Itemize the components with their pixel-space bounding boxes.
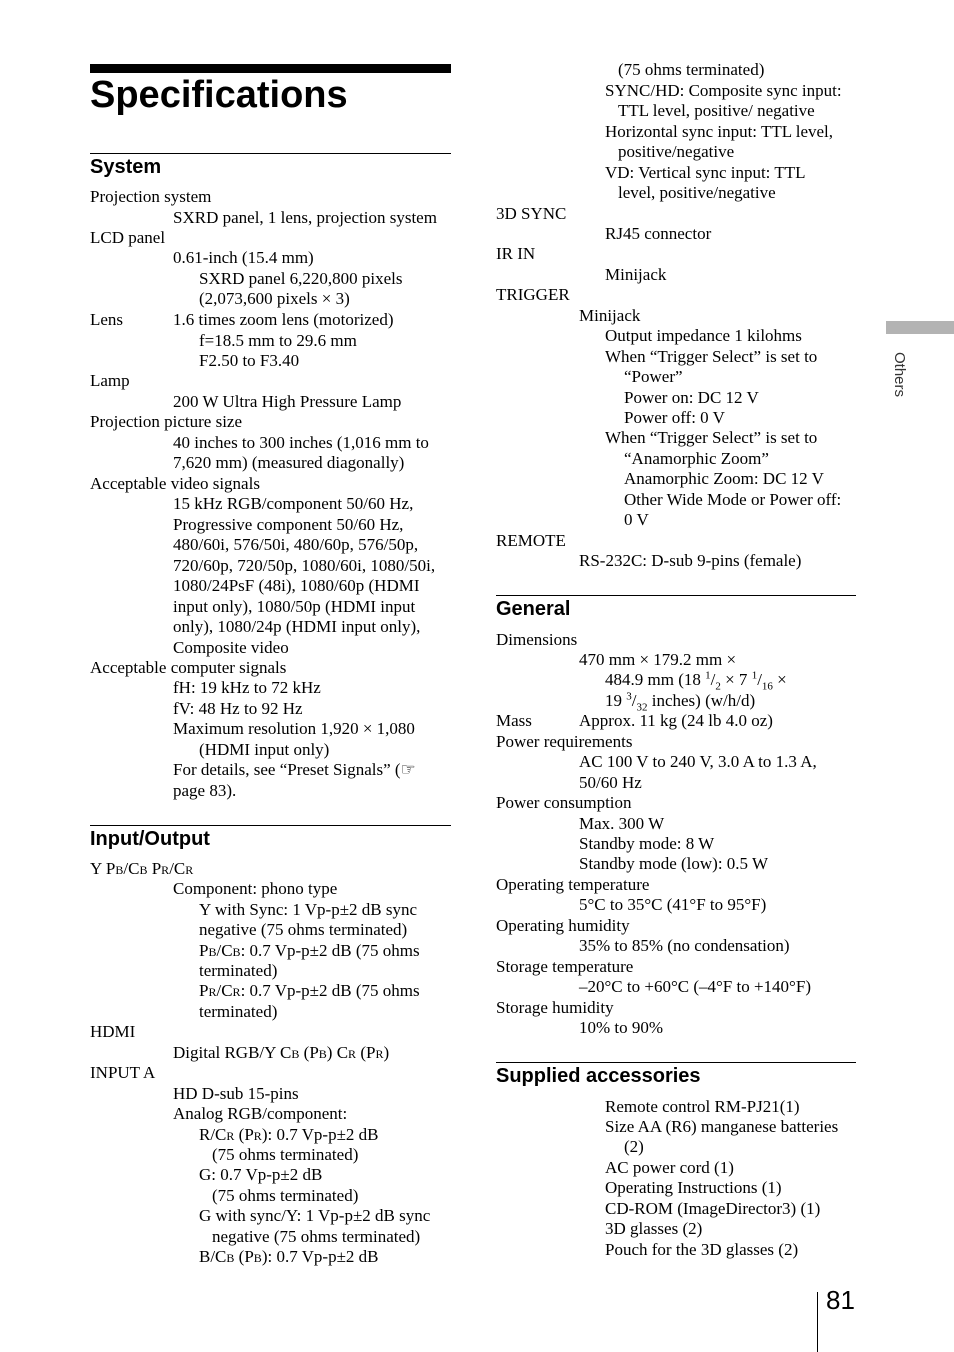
spec-value: (HDMI input only): [199, 740, 330, 759]
spec-value: 200 W Ultra High Pressure Lamp: [173, 392, 402, 411]
spec-label: Storage humidity: [496, 998, 614, 1017]
spec-label-ypbpr: Y PB/CB PR/CR: [90, 859, 194, 878]
spec-value: level, positive/negative: [618, 183, 776, 202]
title-bar: [90, 64, 451, 73]
accessory-item: AC power cord (1): [605, 1158, 734, 1177]
accessory-item: Remote control RM-PJ21(1): [605, 1097, 800, 1116]
spec-value: fH: 19 kHz to 72 kHz: [173, 678, 321, 697]
side-label: Others: [891, 352, 908, 398]
spec-value: 50/60 Hz: [579, 773, 642, 792]
spec-label: Dimensions: [496, 630, 578, 649]
spec-label: Mass: [496, 711, 532, 730]
spec-value: (75 ohms terminated): [212, 1145, 359, 1164]
spec-value-dims: 19 $^3/_{32}$ inches) (w/h/d): [605, 690, 756, 714]
spec-value: positive/negative: [618, 142, 735, 161]
spec-label: TRIGGER: [496, 285, 570, 304]
system-rule: [90, 153, 451, 154]
spec-value: 480/60i, 576/50i, 480/60p, 576/50p,: [173, 535, 419, 554]
accessory-item: Operating Instructions (1): [605, 1178, 782, 1197]
spec-value: negative (75 ohms terminated): [199, 920, 408, 939]
spec-value: RS-232C: D-sub 9-pins (female): [579, 551, 802, 570]
spec-value: 0 V: [624, 510, 649, 529]
spec-value-digital: Digital RGB/Y CB (PB) CR (PR): [173, 1043, 390, 1062]
accessory-item: CD-ROM (ImageDirector3) (1): [605, 1199, 821, 1218]
accessory-item: Size AA (R6) manganese batteries: [605, 1117, 839, 1136]
io-heading: Input/Output: [90, 828, 210, 850]
page-reference: page 83).: [173, 781, 237, 800]
spec-value: terminated): [199, 961, 278, 980]
spec-value: 1.6 times zoom lens (motorized): [173, 310, 394, 329]
spec-value: Y with Sync: 1 Vp-p±2 dB sync: [199, 900, 418, 919]
spec-value: Composite video: [173, 638, 289, 657]
spec-value-rcr: R/CR (PR): 0.7 Vp-p±2 dB: [199, 1125, 379, 1144]
spec-value: Horizontal sync input: TTL level,: [605, 122, 834, 141]
spec-value: terminated): [199, 1002, 278, 1021]
spec-value-dims: 484.9 mm (18 $^1/_2 \times 7$ $^1/_{16}$ ×: [605, 669, 787, 693]
spec-value: For details, see “Preset Signals” (☞: [173, 760, 416, 779]
spec-value: 470 mm × 179.2 mm ×: [579, 650, 737, 669]
spec-label: Projection system: [90, 187, 212, 206]
page-number-divider: [817, 1292, 818, 1352]
spec-value: Max. 300 W: [579, 814, 665, 833]
spec-value: When “Trigger Select” is set to: [605, 428, 818, 447]
spec-label: Storage temperature: [496, 957, 634, 976]
spec-value: G with sync/Y: 1 Vp-p±2 dB sync: [199, 1206, 431, 1225]
spec-value: f=18.5 mm to 29.6 mm: [199, 331, 357, 350]
spec-value: F2.50 to F3.40: [199, 351, 300, 370]
spec-value-bcb: B/CB (PB): 0.7 Vp-p±2 dB: [199, 1247, 379, 1266]
spec-label: HDMI: [90, 1022, 136, 1041]
spec-value: G: 0.7 Vp-p±2 dB: [199, 1165, 323, 1184]
spec-label: Power consumption: [496, 793, 632, 812]
spec-value-pbcb: PB/CB: 0.7 Vp-p±2 dB (75 ohms: [199, 941, 420, 960]
spec-label: INPUT A: [90, 1063, 156, 1082]
spec-label: LCD panel: [90, 228, 166, 247]
general-heading: General: [496, 598, 571, 620]
spec-value: Progressive component 50/60 Hz,: [173, 515, 404, 534]
spec-value: input only), 1080/50p (HDMI input: [173, 597, 416, 616]
spec-value: 15 kHz RGB/component 50/60 Hz,: [173, 494, 414, 513]
spec-value: –20°C to +60°C (–4°F to +140°F): [579, 977, 811, 996]
spec-value: Maximum resolution 1,920 × 1,080: [173, 719, 415, 738]
accessory-item: Pouch for the 3D glasses (2): [605, 1240, 799, 1259]
accessory-item: (2): [624, 1137, 644, 1156]
spec-value: 7,620 mm) (measured diagonally): [173, 453, 405, 472]
spec-value: Standby mode: 8 W: [579, 834, 715, 853]
spec-value: Power off: 0 V: [624, 408, 725, 427]
spec-value: Minijack: [579, 306, 641, 325]
spec-label: Acceptable computer signals: [90, 658, 287, 677]
spec-value: (2,073,600 pixels × 3): [199, 289, 350, 308]
spec-value: Approx. 11 kg (24 lb 4.0 oz): [579, 711, 773, 730]
spec-value: Power on: DC 12 V: [624, 388, 759, 407]
spec-value: AC 100 V to 240 V, 3.0 A to 1.3 A,: [579, 752, 817, 771]
io-rule: [90, 825, 451, 826]
page-number: 81: [826, 1285, 855, 1315]
spec-value: Analog RGB/component:: [173, 1104, 348, 1123]
spec-value: 1080/24PsF (48i), 1080/60p (HDMI: [173, 576, 420, 595]
spec-label: Lens: [90, 310, 124, 329]
spec-value: (75 ohms terminated): [618, 60, 765, 79]
spec-value: only), 1080/24p (HDMI input only),: [173, 617, 421, 636]
spec-value: Component: phono type: [173, 879, 338, 898]
spec-value: 10% to 90%: [579, 1018, 664, 1037]
spec-value: Output impedance 1 kilohms: [605, 326, 802, 345]
spec-label: Operating temperature: [496, 875, 650, 894]
spec-value-prcr: PR/CR: 0.7 Vp-p±2 dB (75 ohms: [199, 981, 420, 1000]
section-tab: [886, 321, 954, 334]
spec-value: HD D-sub 15-pins: [173, 1084, 299, 1103]
spec-value: TTL level, positive/ negative: [618, 101, 815, 120]
spec-value: RJ45 connector: [605, 224, 712, 243]
spec-value: 35% to 85% (no condensation): [579, 936, 790, 955]
spec-label: Power requirements: [496, 732, 633, 751]
spec-value: “Anamorphic Zoom”: [624, 449, 769, 468]
spec-value: Standby mode (low): 0.5 W: [579, 854, 769, 873]
accessories-heading: Supplied accessories: [496, 1065, 701, 1087]
spec-label: Acceptable video signals: [90, 474, 260, 493]
spec-value: (75 ohms terminated): [212, 1186, 359, 1205]
spec-value: Minijack: [605, 265, 667, 284]
spec-value: 720/60p, 720/50p, 1080/60i, 1080/50i,: [173, 556, 436, 575]
page-title: Specifications: [90, 74, 348, 116]
spec-label: IR IN: [496, 244, 536, 263]
spec-value: “Power”: [624, 367, 683, 386]
spec-value: 0.61-inch (15.4 mm): [173, 248, 314, 267]
spec-label: Projection picture size: [90, 412, 243, 431]
spec-value: negative (75 ohms terminated): [212, 1227, 421, 1246]
spec-value: Other Wide Mode or Power off:: [624, 490, 842, 509]
general-rule: [496, 595, 856, 596]
spec-label: REMOTE: [496, 531, 566, 550]
spec-label: Lamp: [90, 371, 130, 390]
spec-value: When “Trigger Select” is set to: [605, 347, 818, 366]
spec-value: 5°C to 35°C (41°F to 95°F): [579, 895, 767, 914]
accessories-rule: [496, 1062, 856, 1063]
spec-value: SXRD panel, 1 lens, projection system: [173, 208, 437, 227]
spec-value: SYNC/HD: Composite sync input:: [605, 81, 842, 100]
spec-label: 3D SYNC: [496, 204, 567, 223]
accessory-item: 3D glasses (2): [605, 1219, 703, 1238]
spec-value: 40 inches to 300 inches (1,016 mm to: [173, 433, 429, 452]
spec-value: fV: 48 Hz to 92 Hz: [173, 699, 303, 718]
system-heading: System: [90, 156, 162, 178]
spec-value: SXRD panel 6,220,800 pixels: [199, 269, 403, 288]
spec-value: VD: Vertical sync input: TTL: [605, 163, 806, 182]
spec-label: Operating humidity: [496, 916, 630, 935]
spec-value: Anamorphic Zoom: DC 12 V: [624, 469, 824, 488]
